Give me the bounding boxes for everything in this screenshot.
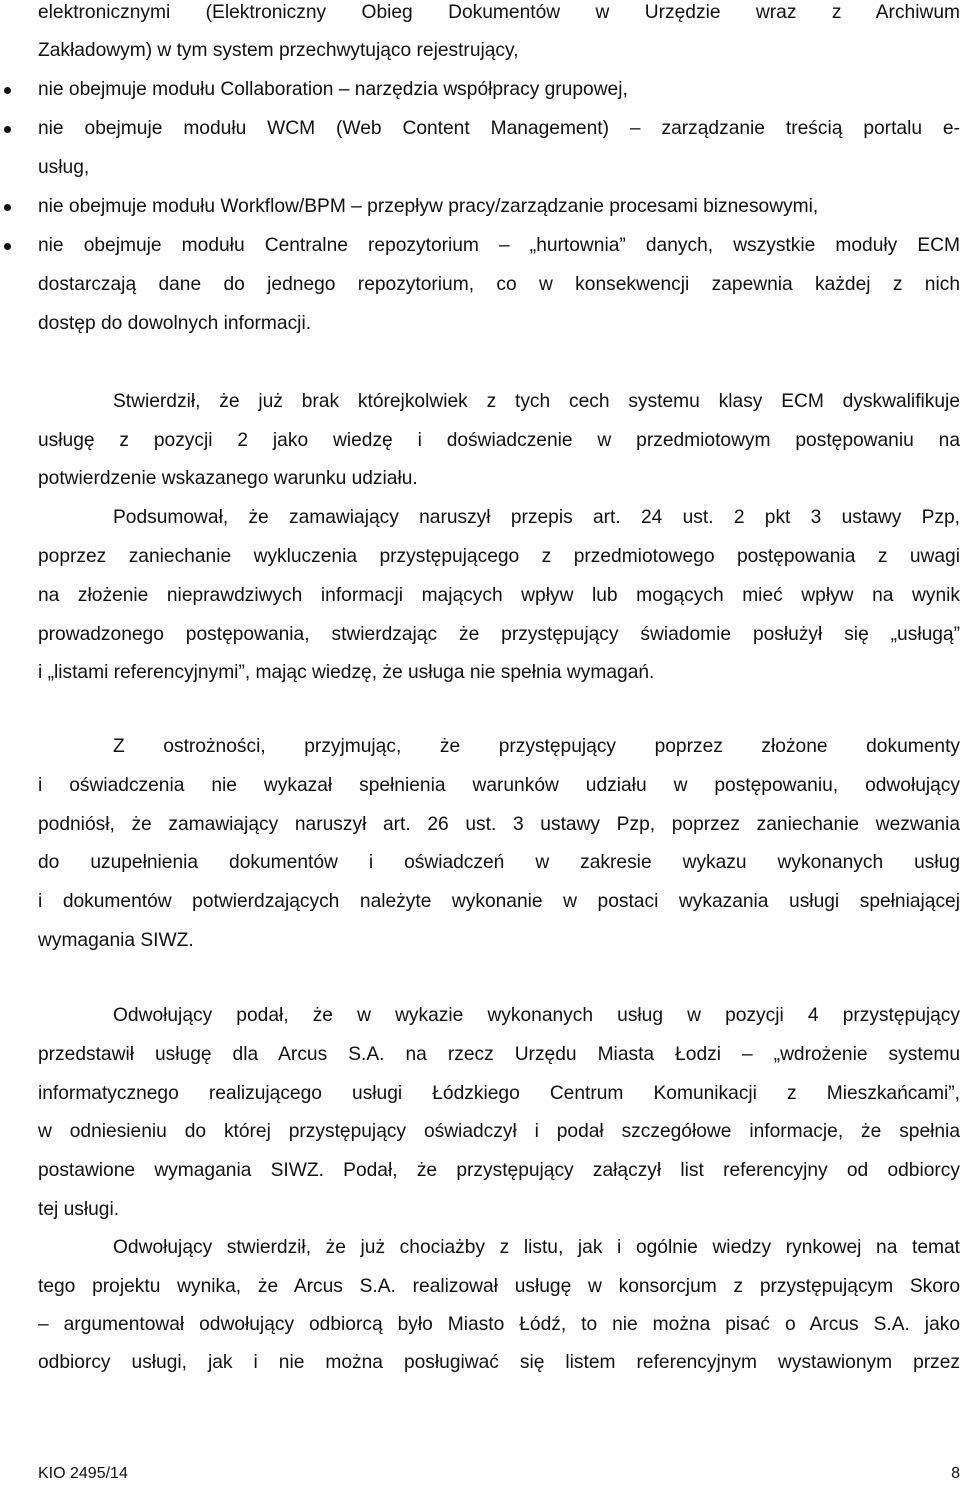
list-item-text: nie obejmuje modułu Centralne repozytorium – „hurtownia” danych, wszystkie moduły ECM xyxy=(38,235,960,256)
text-line: Odwołujący podał, że w wykazie wykonanych usług w pozycji 4 przystępujący xyxy=(113,1005,960,1026)
text-line: – argumentował odwołujący odbiorcą było Miasto Łódź, to nie można pisać o Arcus S.A. jako xyxy=(38,1314,960,1335)
text-line: informatycznego realizującego usługi Łódzkiego Centrum Komunikacji z Mieszkańcami”, xyxy=(38,1083,960,1104)
text-line: Stwierdził, że już brak którejkolwiek z tych cech systemu klasy ECM dyskwalifikuje xyxy=(113,391,960,412)
text-line: podniósł, że zamawiający naruszył art. 26 ust. 3 ustawy Pzp, poprzez zaniechanie wezwania xyxy=(38,814,960,835)
text-line: usług, xyxy=(38,157,90,178)
text-line: i dokumentów potwierdzających należyte wykonanie w postaci wykazania usługi spełniającej xyxy=(38,891,960,912)
text-line: tego projektu wynika, że Arcus S.A. realizował usługę w konsorcjum z przystępującym Skoro xyxy=(38,1276,960,1297)
text-line: postawione wymagania SIWZ. Podał, że przystępujący załączył list referencyjny od odbiorcy xyxy=(38,1160,960,1181)
text-line: odbiorcy usługi, jak i nie można posługiwać się listem referencyjnym wystawionym przez xyxy=(38,1352,960,1373)
text-line: Zakładowym) w tym system przechwytująco rejestrujący, xyxy=(38,40,519,61)
text-line: przedstawił usługę dla Arcus S.A. na rzecz Urzędu Miasta Łodzi – „wdrożenie systemu xyxy=(38,1044,960,1065)
text-line: i „listami referencyjnymi”, mając wiedzę, że usługa nie spełnia wymagań. xyxy=(38,662,655,683)
document-page xyxy=(38,0,960,1485)
page-number: 8 xyxy=(951,1465,960,1482)
text-line: Odwołujący stwierdził, że już chociażby z listu, jak i ogólnie wiedzy rynkowej na temat xyxy=(113,1237,960,1258)
text-line: usługę z pozycji 2 jako wiedzę i doświadczenie w przedmiotowym postępowaniu na xyxy=(38,430,960,451)
text-line: w odniesieniu do której przystępujący oświadczył i podał szczegółowe informacje, że spełnia xyxy=(38,1121,960,1142)
text-line: do uzupełnienia dokumentów i oświadczeń w zakresie wykazu wykonanych usług xyxy=(38,852,960,873)
text-line: Z ostrożności, przyjmując, że przystępujący poprzez złożone dokumenty xyxy=(113,736,960,757)
list-item-text: nie obejmuje modułu Workflow/BPM – przepływ pracy/zarządzanie procesami biznesowymi, xyxy=(38,196,819,217)
bullet-icon xyxy=(4,204,11,211)
list-item-text: nie obejmuje modułu WCM (Web Content Management) – zarządzanie treścią portalu e- xyxy=(38,118,960,139)
text-line: prowadzonego postępowania, stwierdzając że przystępujący świadomie posłużył się „usługą” xyxy=(38,624,960,645)
list-item-text: nie obejmuje modułu Collaboration – narzędzia współpracy grupowej, xyxy=(38,79,628,100)
list-item xyxy=(38,77,628,103)
bullet-icon xyxy=(4,243,11,250)
text-line: poprzez zaniechanie wykluczenia przystępującego z przedmiotowego postępowania z uwagi xyxy=(38,546,960,567)
text-line: elektronicznymi (Elektroniczny Obieg Dokumentów w Urzędzie wraz z Archiwum xyxy=(38,2,960,23)
list-item xyxy=(38,194,818,220)
list-item xyxy=(38,116,960,142)
text-line: wymagania SIWZ. xyxy=(38,930,194,951)
bullet-icon xyxy=(4,126,11,133)
list-item xyxy=(38,233,960,259)
text-line: potwierdzenie wskazanego warunku udziału. xyxy=(38,468,418,489)
text-line: na złożenie nieprawdziwych informacji mających wpływ lub mogących mieć wpływ na wynik xyxy=(38,585,960,606)
text-line: dostęp do dowolnych informacji. xyxy=(38,313,312,334)
text-line: Podsumował, że zamawiający naruszył przepis art. 24 ust. 2 pkt 3 ustawy Pzp, xyxy=(113,507,960,528)
text-line: i oświadczenia nie wykazał spełnienia warunków udziału w postępowaniu, odwołujący xyxy=(38,775,960,796)
text-line: tej usługi. xyxy=(38,1199,120,1220)
case-number: KIO 2495/14 xyxy=(38,1465,128,1482)
bullet-icon xyxy=(4,87,11,94)
text-line: dostarczają dane do jednego repozytorium, co w konsekwencji zapewnia każdej z nich xyxy=(38,274,960,295)
